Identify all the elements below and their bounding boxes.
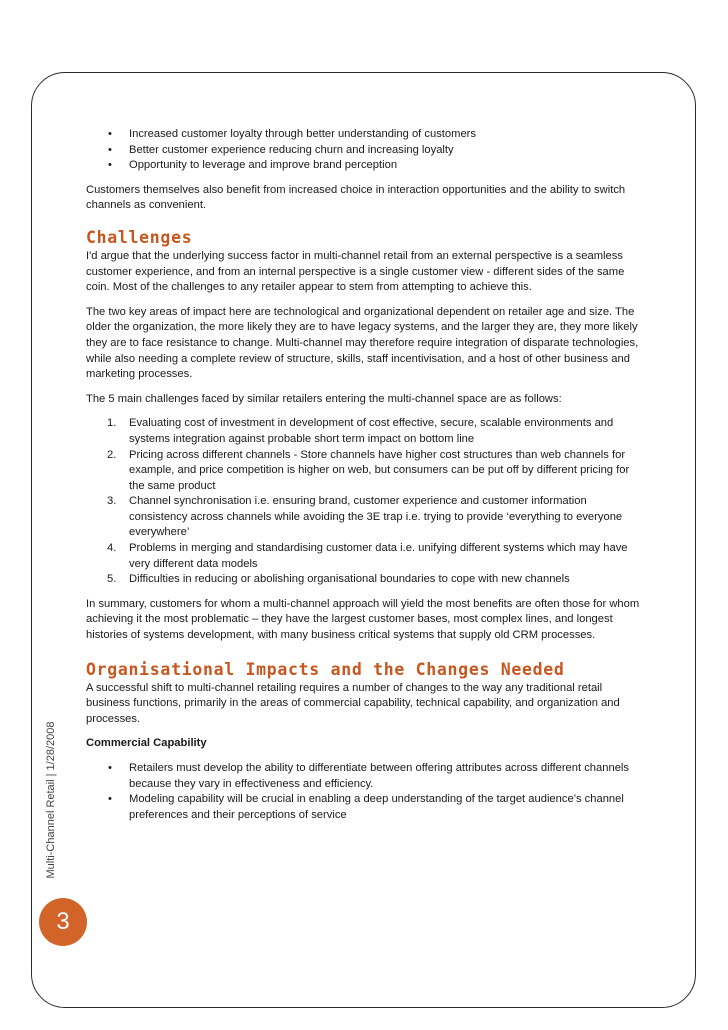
org-impacts-paragraph: A successful shift to multi-channel retailing requires a number of changes to the way any traditional retail business functions, primarily in the areas of commercial capability, technical capability, and organization and processes. <box>86 681 620 725</box>
intro-paragraph: Customers themselves also benefit from increased choice in interaction opportunities and the ability to switch channels as convenient. <box>86 183 626 212</box>
list-text: Evaluating cost of investment in development of cost effective, secure, scalable environments and systems integration against probable short term impact on bottom line <box>129 417 614 445</box>
commercial-capability-list <box>86 761 642 823</box>
list-number: 4. <box>107 542 117 555</box>
list-item <box>86 448 642 495</box>
list-number: 5. <box>107 573 117 586</box>
list-text: Channel synchronisation i.e. ensuring brand, customer experience and customer information consistency across channels while avoiding the 3E trap i.e. trying to provide ‘everything to everyone everywhere’ <box>129 495 623 539</box>
challenges-paragraph-1: I'd argue that the underlying success factor in multi-channel retail from an external perspective is a seamless customer experience, and from an internal perspective is a single customer view - different sides of the same coin. Most of the challenges to any retailer appear to stem from attempting to achieve this. <box>86 249 625 294</box>
challenges-paragraph-2: The two key areas of impact here are technological and organizational dependent on retailer age and size. The older the organization, the more likely they are to have legacy systems, and the larger they are, they more likely they are to face resistance to change. Multi-channel may therefore require integration of disparate technologies, while also needing a complete review of structure, skills, staff incentivisation, and a host of other business and marketing processes. <box>86 305 639 381</box>
list-number: 3. <box>107 495 117 508</box>
list-number: 2. <box>107 448 117 461</box>
page-content <box>86 127 642 832</box>
list-item: • Opportunity to leverage and improve brand perception <box>86 158 642 174</box>
org-impacts-heading: Organisational Impacts and the Changes Needed <box>86 659 565 679</box>
challenges-paragraph-4: In summary, customers for whom a multi-channel approach will yield the most benefits are often those for whom achieving it the most problematic – they have the largest customer bases, most complex lines, and longest histories of systems development, with many business critical systems that supply old CRM processes. <box>86 597 640 642</box>
list-number: 1. <box>107 417 117 430</box>
list-item <box>86 572 642 588</box>
list-text: Problems in merging and standardising customer data i.e. unifying different systems which may have very different data models <box>129 542 628 570</box>
list-item <box>86 494 642 541</box>
challenges-numbered-list <box>86 416 642 588</box>
list-item <box>86 541 642 572</box>
list-item: • Modeling capability will be crucial in enabling a deep understanding of the target audience’s channel preferences and their perceptions of service <box>86 792 642 823</box>
page-number-badge: 3 <box>39 898 87 946</box>
list-item: • Retailers must develop the ability to differentiate between offering attributes across different channels because they vary in effectiveness and efficiency. <box>86 761 642 792</box>
list-text: Pricing across different channels - Store channels have higher cost structures than web channels for example, and price competition is higher on web, but consumers can be put off by different pricing for the same product <box>129 448 630 492</box>
challenges-heading: Challenges <box>86 227 193 247</box>
running-head: Multi-Channel Retail | 1/28/2008 <box>45 721 57 879</box>
list-item: • Increased customer loyalty through better understanding of customers <box>86 127 642 143</box>
list-item: • Better customer experience reducing churn and increasing loyalty <box>86 143 642 159</box>
challenges-paragraph-3: The 5 main challenges faced by similar retailers entering the multi-channel space are as follows: <box>86 392 562 405</box>
list-text: Difficulties in reducing or abolishing organisational boundaries to cope with new channels <box>129 573 570 586</box>
commercial-capability-subheading: Commercial Capability <box>86 737 207 750</box>
intro-bullet-list <box>86 127 642 174</box>
list-item <box>86 416 642 447</box>
